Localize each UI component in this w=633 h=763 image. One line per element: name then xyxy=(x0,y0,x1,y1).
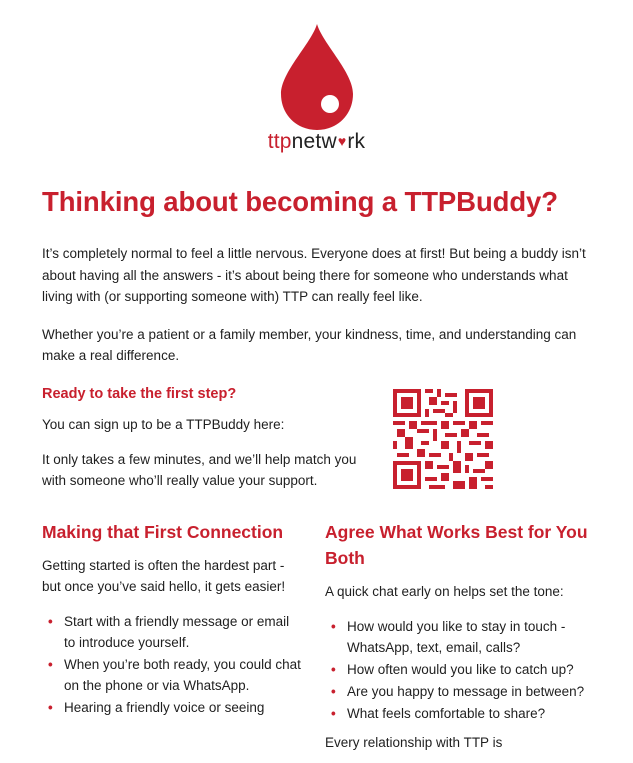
bullet-icon: • xyxy=(48,700,53,715)
list-item: • Are you happy to message in between? xyxy=(325,681,615,702)
intro-paragraph-1: It’s completely normal to feel a little nervous. Everyone does at first! But being a buddy isn’t about having all the answers - it’s about being there for someone who understands what living with (or supporting someone with) TTP can really feel like. xyxy=(42,246,586,304)
wordmark-suffix: rk xyxy=(347,130,366,153)
signup-qr-code[interactable] xyxy=(393,389,493,489)
first-connection-intro: Getting started is often the hardest part - but once you’ve said hello, it gets easier! xyxy=(42,558,286,594)
what-works-section xyxy=(325,519,615,753)
list-item: • How often would you like to catch up? xyxy=(325,659,615,680)
bullet-icon: • xyxy=(48,614,53,629)
wordmark-prefix: ttp xyxy=(267,130,292,153)
wordmark xyxy=(0,130,633,154)
blood-drop-icon xyxy=(279,22,355,132)
list-item: • When you’re both ready, you could chat on the phone or via WhatsApp. xyxy=(42,654,304,696)
ttp-network-logo xyxy=(0,22,633,154)
bullet-icon: • xyxy=(331,706,336,721)
intro-paragraph-2: Whether you’re a patient or a family member, your kindness, time, and understanding can make a real difference. xyxy=(42,326,577,363)
bullet-icon: • xyxy=(331,619,336,634)
list-item: • How would you like to stay in touch - WhatsApp, text, email, calls? xyxy=(325,616,615,658)
cutoff-text: Every relationship with TTP is xyxy=(325,735,503,750)
bullet-icon: • xyxy=(48,657,53,672)
page-title: Thinking about becoming a TTPBuddy? xyxy=(42,186,558,217)
what-works-heading: Agree What Works Best for You Both xyxy=(325,522,588,568)
bullet-icon: • xyxy=(331,684,336,699)
list-item: • What feels comfortable to share? xyxy=(325,703,615,724)
list-item: • Hearing a friendly voice or seeing xyxy=(42,697,304,718)
signup-text: You can sign up to be a TTPBuddy here: xyxy=(42,417,285,432)
signup-heading: Ready to take the first step? xyxy=(42,386,237,402)
wordmark-mid: netw xyxy=(291,130,337,153)
what-works-intro: A quick chat early on helps set the tone: xyxy=(325,584,564,599)
first-connection-section xyxy=(42,519,304,719)
intro-section xyxy=(42,243,602,383)
what-works-list xyxy=(325,616,615,724)
bullet-icon: • xyxy=(331,662,336,677)
first-connection-heading: Making that First Connection xyxy=(42,522,284,542)
first-connection-list xyxy=(42,611,304,718)
list-item: • Start with a friendly message or email to introduce yourself. xyxy=(42,611,304,653)
signup-note: It only takes a few minutes, and we’ll help match you with someone who’ll really value your support. xyxy=(42,452,357,488)
heart-icon: ♥ xyxy=(337,133,347,149)
